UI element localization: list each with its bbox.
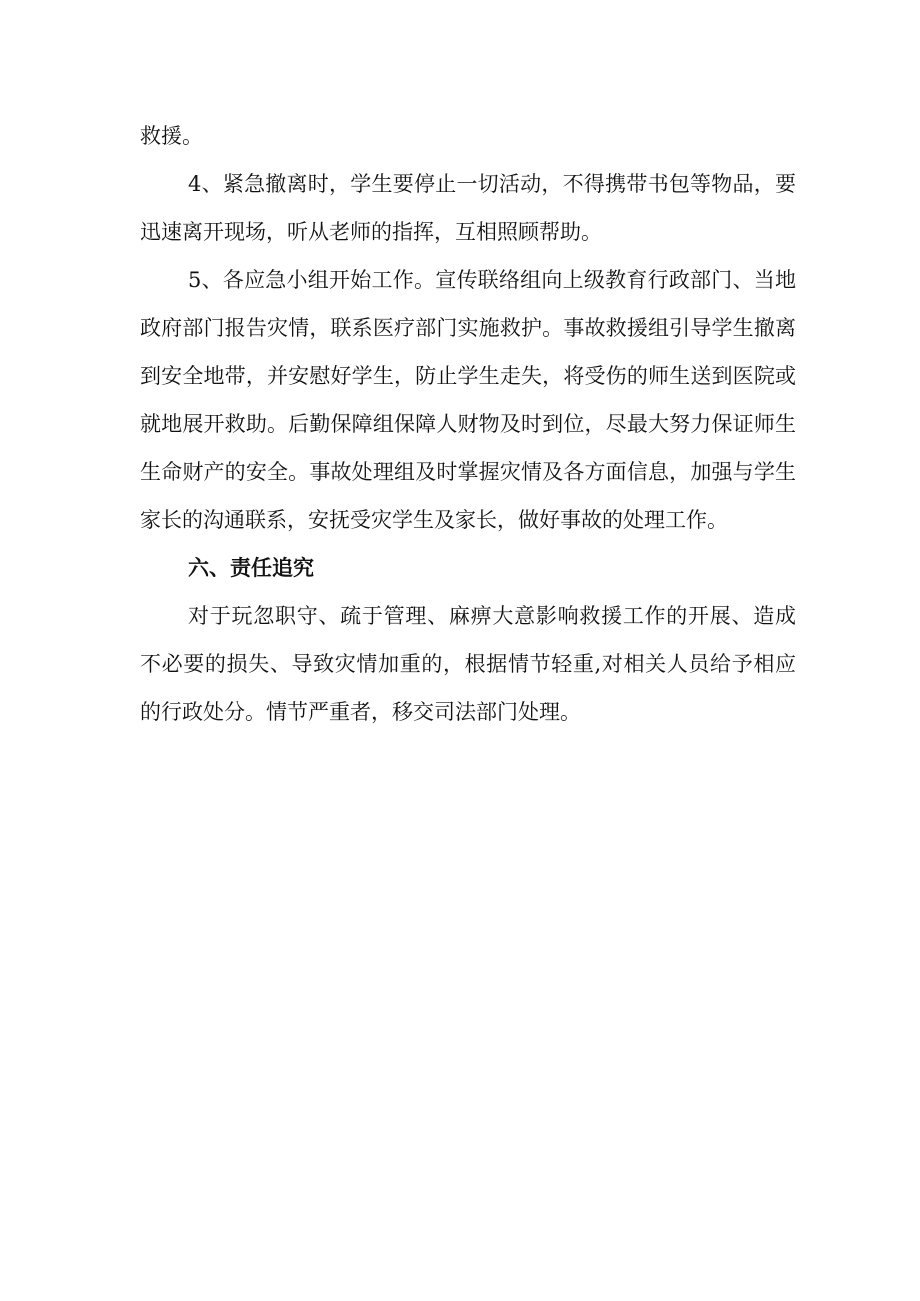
document-body bbox=[140, 112, 796, 736]
paragraph-item-5: 5、各应急小组开始工作。宣传联络组向上级教育行政部门、当地政府部门报告灾情，联系医疗部门实施救护。事故救援组引导学生撤离到安全地带，并安慰好学生，防止学生走失，将受伤的师生送到医院或就地展开救助。后勤保障组保障人财物及时到位，尽最大努力保证师生生命财产的安全。事故处理组及时掌握灾情及各方面信息，加强与学生家长的沟通联系，安抚受灾学生及家长，做好事故的处理工作。 bbox=[140, 268, 796, 532]
section-paragraph: 对于玩忽职守、疏于管理、麻痹大意影响救援工作的开展、造成不必要的损失、导致灾情加重的，根据情节轻重,对相关人员给予相应的行政处分。情节严重者，移交司法部门处理。 bbox=[140, 604, 796, 724]
section-heading: 六、责任追究 bbox=[188, 556, 314, 580]
paragraph-continuation: 救援。 bbox=[140, 124, 203, 148]
paragraph-item-4: 4、紧急撤离时，学生要停止一切活动，不得携带书包等物品，要迅速离开现场，听从老师的指挥，互相照顾帮助。 bbox=[140, 172, 796, 244]
